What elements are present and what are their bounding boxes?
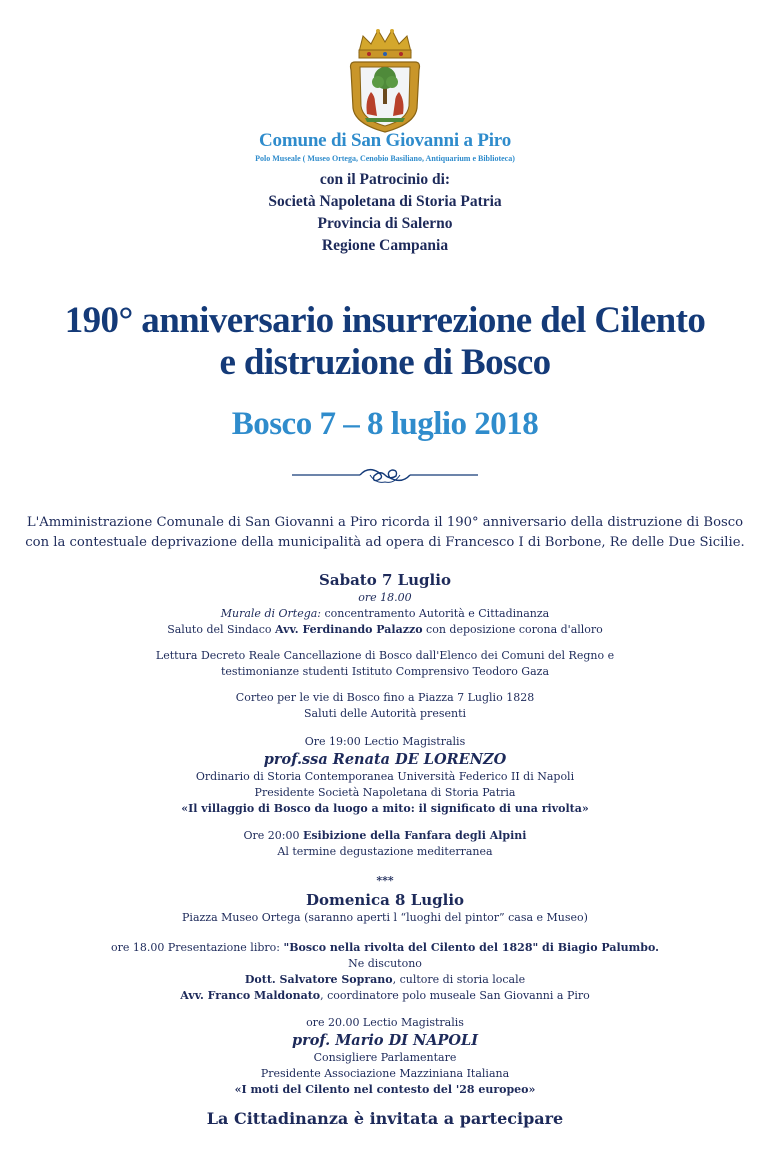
saturday-time: ore 18.00 <box>358 591 412 604</box>
book-time: ore 18.00 Presentazione libro: <box>111 941 284 954</box>
maldonato-name: Avv. Franco Maldonato <box>180 989 321 1002</box>
saluto-post: con deposizione corona d'alloro <box>422 623 603 636</box>
soprano-role: , cultore di storia locale <box>392 973 526 986</box>
discussants-intro: Ne discutono <box>348 957 422 970</box>
saturday-lectio <box>0 734 770 817</box>
lettura-line-1: Lettura Decreto Reale Cancellazione di Bosco dall'Elenco dei Comuni del Regno e <box>155 649 615 662</box>
event-dates: Bosco 7 – 8 luglio 2018 <box>231 406 539 442</box>
intro-line-2: con la contestuale deprivazione della municipalità ad opera di Francesco I di Borbone, Re delle Due Sicilie. <box>25 535 745 550</box>
book-title: "Bosco nella rivolta del Cilento del 1828" di Biagio Palumbo. <box>283 941 659 954</box>
intro-paragraph <box>0 513 770 553</box>
saluto-line <box>0 622 770 638</box>
event-title <box>0 300 770 384</box>
event-title-line-1: 190° anniversario insurrezione del Cilento <box>64 300 706 341</box>
saturday-program <box>0 570 770 638</box>
patron-province: Provincia di Salerno <box>317 215 453 232</box>
saturday-speaker-role-1: Ordinario di Storia Contemporanea Università Federico II di Napoli <box>195 770 575 783</box>
saturday-lectio-title: «Il villaggio di Bosco da luogo a mito: il significato di una rivolta» <box>181 802 589 815</box>
intro-line-1: L'Amministrazione Comunale di San Giovanni a Piro ricorda il 190° anniversario della distruzione di Bosco <box>26 515 744 530</box>
murale-label: Murale di Ortega: <box>220 607 322 620</box>
patron-society: Società Napoletana di Storia Patria <box>268 193 502 210</box>
sunday-heading: Domenica 8 Luglio <box>305 891 465 909</box>
saluto-pre: Saluto del Sindaco <box>167 623 276 636</box>
sunday-venue: Piazza Museo Ortega (saranno aperti l “luoghi del pintor” casa e Museo) <box>182 911 588 924</box>
degustazione-line: Al termine degustazione mediterranea <box>277 845 493 858</box>
saturday-lectio-time: Ore 19:00 Lectio Magistralis <box>304 735 466 748</box>
sunday-speaker-role-1: Consigliere Parlamentare <box>313 1051 457 1064</box>
section-separator: *** <box>376 874 394 887</box>
sunday-speaker-name: prof. Mario DI NAPOLI <box>291 1032 478 1049</box>
municipality-name: Comune di San Giovanni a Piro <box>259 130 511 151</box>
sunday-speaker-role-2: Presidente Associazione Mazziniana Italiana <box>260 1067 510 1080</box>
event-title-line-2: e distruzione di Bosco <box>219 342 551 383</box>
mayor-name: Avv. Ferdinando Palazzo <box>275 623 423 636</box>
saturday-speaker-name: prof.ssa Renata DE LORENZO <box>263 751 507 768</box>
book-line <box>0 940 770 956</box>
maldonato-role: , coordinatore polo museale San Giovanni a Piro <box>320 989 590 1002</box>
fanfara-line <box>0 828 770 844</box>
patronage-intro: con il Patrocinio di: <box>319 171 451 188</box>
header-block <box>0 130 770 257</box>
book-presentation <box>0 940 770 1004</box>
corteo-line-2: Saluti delle Autorità presenti <box>303 707 467 720</box>
saturday-heading: Sabato 7 Luglio <box>319 571 451 589</box>
murale-text: concentramento Autorità e Cittadinanza <box>321 607 550 620</box>
corteo-block <box>0 690 770 722</box>
municipal-coat-of-arms <box>345 22 425 134</box>
corteo-line-1: Corteo per le vie di Bosco fino a Piazza 7 Luglio 1828 <box>235 691 535 704</box>
saturday-speaker-role-2: Presidente Società Napoletana di Storia Patria <box>254 786 516 799</box>
discussant-soprano <box>0 972 770 988</box>
soprano-name: Dott. Salvatore Soprano <box>244 973 393 986</box>
ornamental-divider-icon <box>290 462 480 488</box>
fanfara-time: Ore 20:00 <box>243 829 303 842</box>
lettura-block <box>0 648 770 680</box>
patron-region: Regione Campania <box>321 237 449 254</box>
sunday-lectio-title: «I moti del Cilento nel contesto del '28 europeo» <box>234 1083 536 1096</box>
murale-line <box>0 606 770 622</box>
lettura-line-2: testimonianze studenti Istituto Comprensivo Teodoro Gaza <box>220 665 550 678</box>
museum-pole-line: Polo Museale ( Museo Ortega, Cenobio Basiliano, Antiquarium e Biblioteca) <box>255 154 515 163</box>
sunday-lectio-time: ore 20.00 Lectio Magistralis <box>306 1016 464 1029</box>
closing-invitation: La Cittadinanza è invitata a partecipare <box>206 1109 564 1128</box>
fanfara-block <box>0 828 770 860</box>
sunday-lectio <box>0 1015 770 1098</box>
discussant-maldonato <box>0 988 770 1004</box>
fanfara-title: Esibizione della Fanfara degli Alpini <box>302 829 527 842</box>
sunday-program <box>0 890 770 926</box>
